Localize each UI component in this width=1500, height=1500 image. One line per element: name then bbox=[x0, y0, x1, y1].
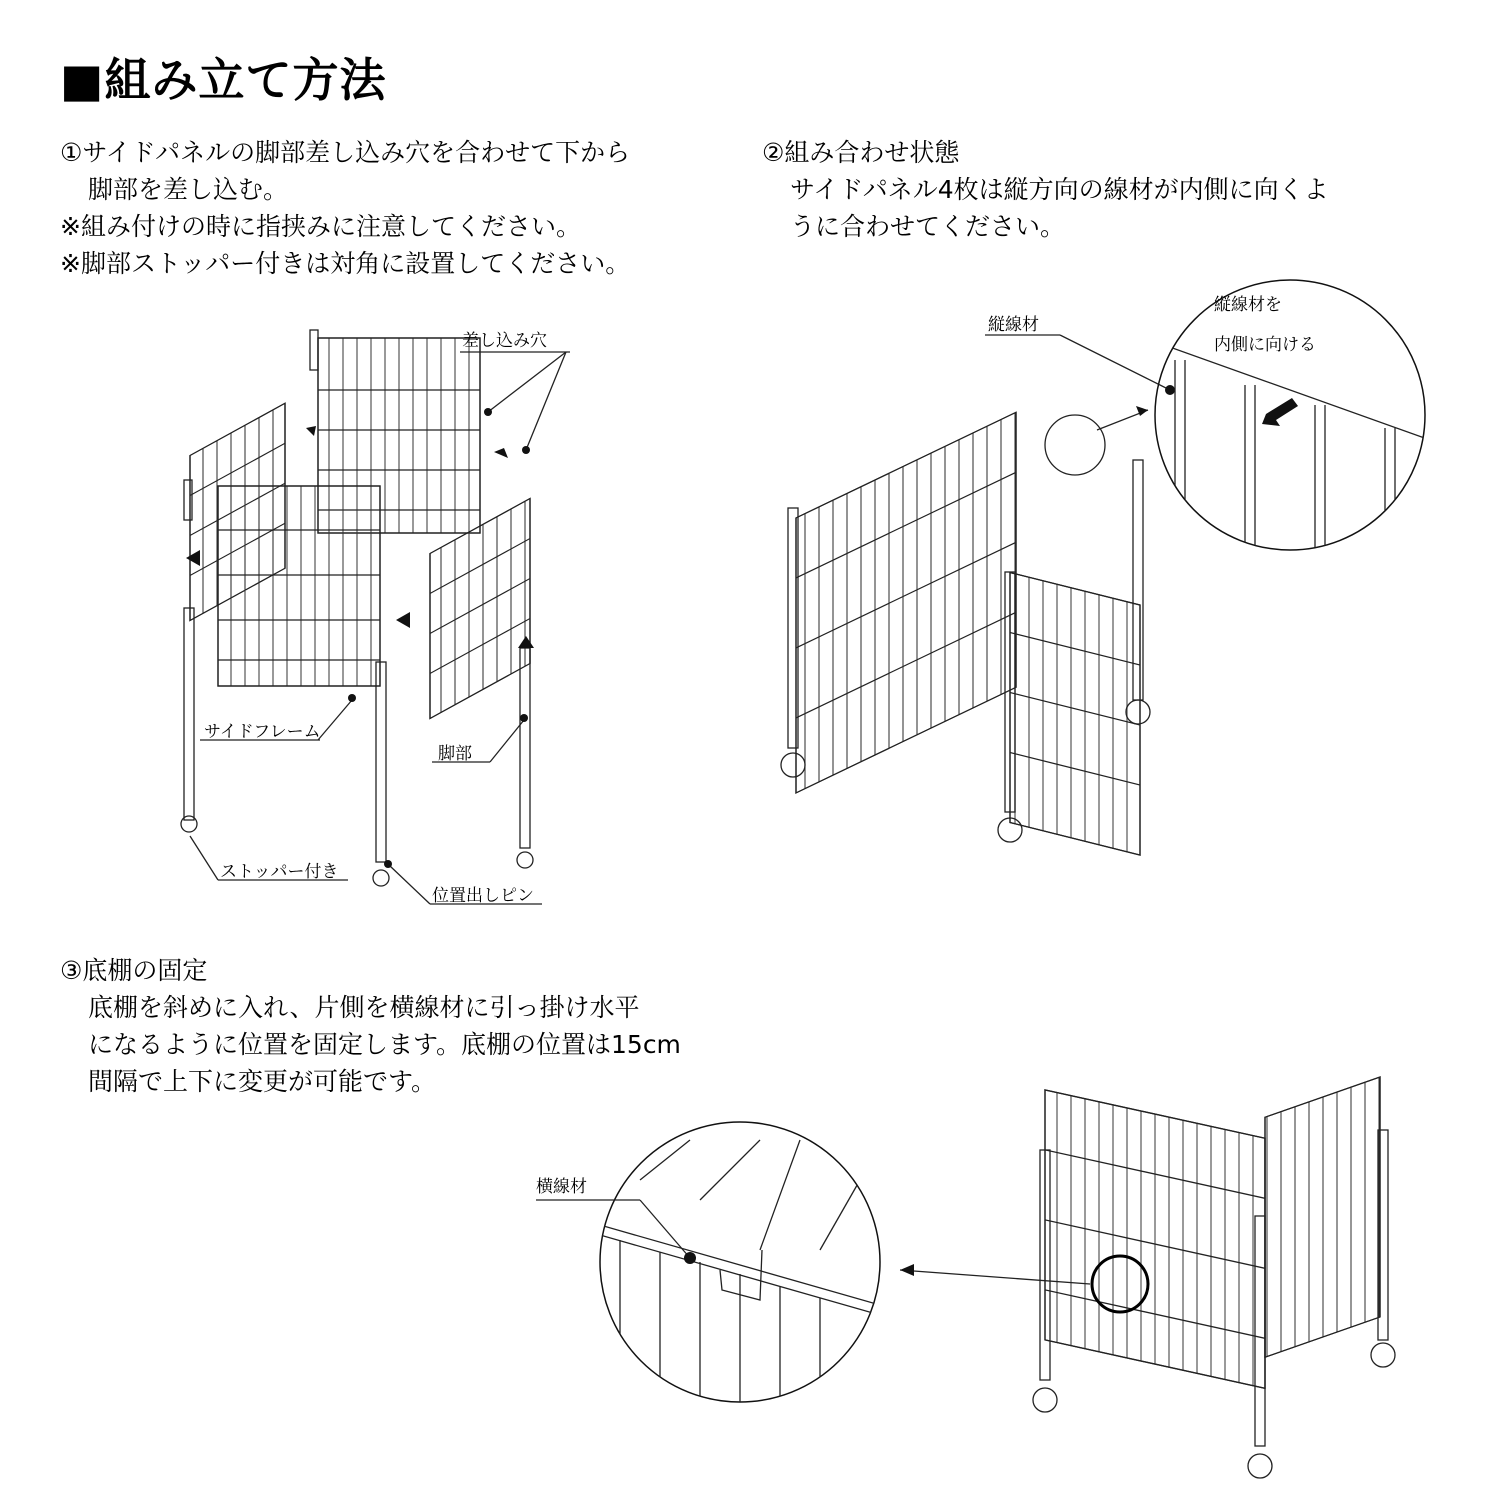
zoom-horizontal-wire bbox=[536, 1122, 880, 1420]
step1-note1: ※組み付けの時に指挟みに注意してください。 bbox=[60, 212, 581, 241]
assembled-cart-shelf bbox=[900, 1077, 1395, 1478]
step3-heading: ③底棚の固定 bbox=[60, 956, 208, 985]
label-zoom-line1: 縦線材を bbox=[1214, 295, 1282, 315]
label-insert-hole: 差し込み穴 bbox=[462, 331, 547, 351]
zoom-vertical-wire bbox=[1150, 280, 1430, 560]
step3-line2: になるように位置を固定します。底棚の位置は15cm bbox=[88, 1030, 681, 1059]
label-zoom-line2: 内側に向ける bbox=[1214, 335, 1316, 355]
step1-line1: ①サイドパネルの脚部差し込み穴を合わせて下から bbox=[60, 138, 631, 167]
step3-diagram bbox=[536, 1077, 1395, 1478]
step1-line2: 脚部を差し込む。 bbox=[88, 175, 289, 204]
label-horizontal-wire: 横線材 bbox=[536, 1177, 587, 1197]
step3-line1: 底棚を斜めに入れ、片側を横線材に引っ掛け水平 bbox=[88, 993, 640, 1022]
label-side-frame: サイドフレーム bbox=[204, 722, 321, 742]
step1-note2: ※脚部ストッパー付きは対角に設置してください。 bbox=[60, 249, 631, 278]
label-with-stopper: ストッパー付き bbox=[220, 862, 339, 882]
front-panel bbox=[218, 486, 380, 686]
step2-heading: ②組み合わせ状態 bbox=[762, 138, 960, 167]
label-leg: 脚部 bbox=[438, 744, 472, 764]
assembled-right-side bbox=[1010, 573, 1140, 856]
page-title: ■組み立て方法 bbox=[60, 53, 387, 107]
step3-line3: 間隔で上下に変更が可能です。 bbox=[88, 1067, 437, 1096]
step1-diagram bbox=[181, 330, 570, 904]
label-positioning-pin: 位置出しピン bbox=[432, 886, 534, 906]
step2-line1: サイドパネル4枚は縦方向の線材が内側に向くよ bbox=[790, 175, 1329, 204]
step2-line2: うに合わせてください。 bbox=[790, 212, 1066, 241]
step2-diagram bbox=[781, 280, 1430, 855]
assembled-left-side bbox=[796, 412, 1016, 793]
label-vertical-wire: 縦線材 bbox=[988, 315, 1039, 335]
